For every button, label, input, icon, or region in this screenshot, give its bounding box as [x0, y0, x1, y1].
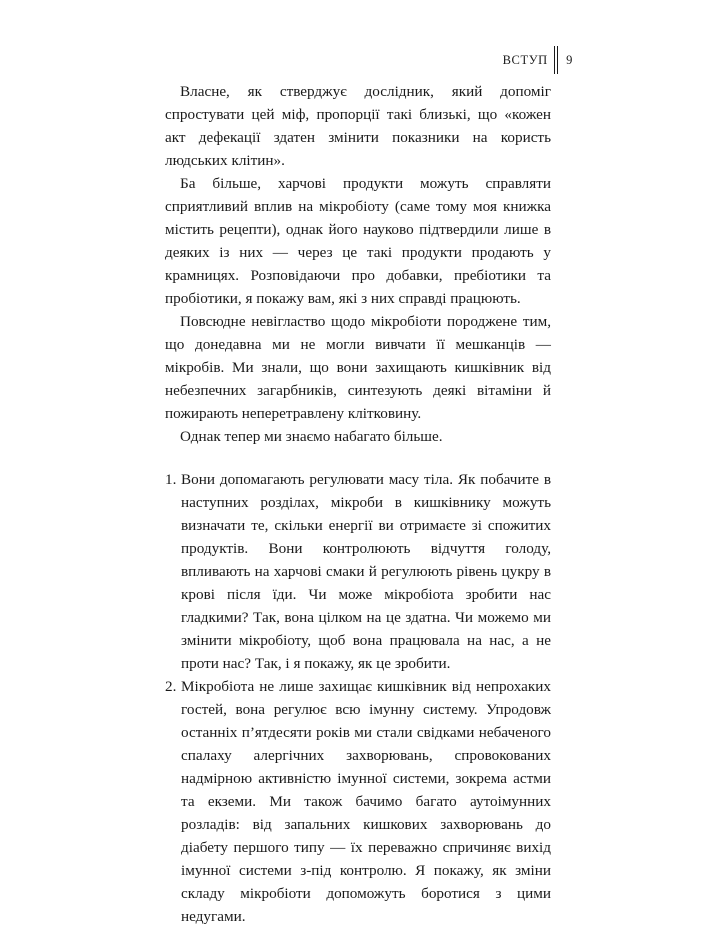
list-item-number: 1.	[165, 471, 177, 488]
running-head-divider	[554, 46, 558, 74]
numbered-list	[165, 468, 551, 928]
list-item-number: 2.	[165, 678, 177, 695]
paragraph: Власне, як стверджує дослідник, який допоміг спростувати цей міф, пропорції такі близькі, що «кожен акт дефекації здатен змінити показники на користь людських клітин».	[165, 83, 551, 169]
running-head	[503, 46, 573, 74]
body-text	[165, 80, 551, 928]
paragraph: Однак тепер ми знаємо набагато більше.	[180, 428, 443, 445]
section-title: ВСТУП	[502, 52, 548, 67]
list-item-text: Вони допомагають регулювати масу тіла. Як побачите в наступних розділах, мікроби в кишківнику можуть визначати те, скільки енергії ви отримаєте зі спожитих продуктів. Вони контролюють відчуття голоду, впливають на харчові смаки й регулюють рівень цукру в крові після їди. Чи може мікробіота зробити нас гладкими? Так, вона цілком на це здатна. Чи можемо ми змінити мікробіоту, щоб вона працювала на нас, а не проти нас? Так, і я покажу, як це зробити.	[181, 471, 551, 672]
list-item-text: Мікробіота не лише захищає кишківник від непрохаких гостей, вона регулює всю імунну систему. Упродовж останніх п’ятдесяти років ми стали свідками небаченого спалаху алергічних захворювань, спровокованих надмірною активністю імунної системи, зокрема астми та екземи. Ми також бачимо багато аутоімунних розладів: від запальних кишкових захворювань до діабету першого типу — їх переважно спричиняє вихід імунної системи з-під контролю. Я покажу, як зміни складу мікробіоти допоможуть боротися з цими недугами.	[181, 678, 551, 925]
paragraph: Ба більше, харчові продукти можуть справляти сприятливий вплив на мікробіоту (саме тому моя книжка містить рецепти), однак його науково підтвердили лише в деяких із них — через це такі продукти продають у крамницях. Розповідаючи про добавки, пребіотики та пробіотики, я покажу вам, які з них справді працюють.	[165, 175, 551, 307]
paragraph: Повсюдне невігластво щодо мікробіоти породжене тим, що донедавна ми не могли вивчати її мешканців — мікробів. Ми знали, що вони захищають кишківник від небезпечних загарбників, синтезують деякі вітаміни й пожирають неперетравлену клітковину.	[165, 313, 551, 422]
list-item	[165, 675, 551, 928]
list-item	[165, 468, 551, 675]
page-number: 9	[566, 52, 573, 67]
